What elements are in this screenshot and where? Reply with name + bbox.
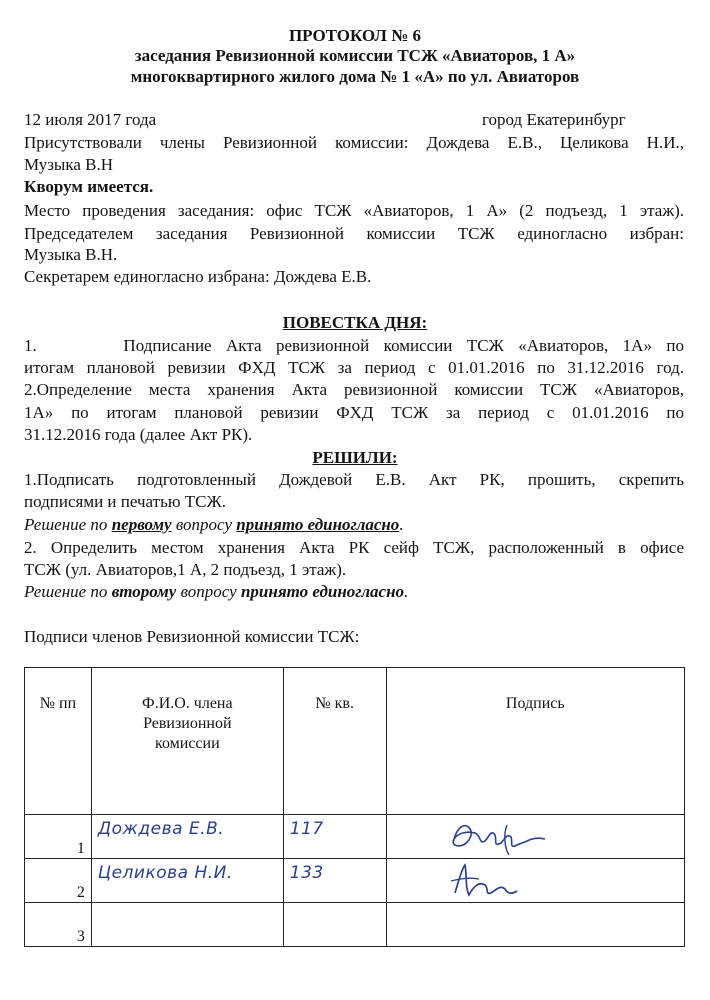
apartment-cell (283, 903, 386, 947)
present-line-2: Музыка В.Н (24, 155, 113, 174)
table-row (25, 859, 685, 903)
row-number: 1 (25, 815, 92, 859)
meeting-city: город Екатеринбург (482, 110, 626, 129)
col-header-apartment: № кв. (283, 668, 386, 815)
handwritten-signature (445, 859, 555, 902)
resolution-1-cont: подписями и печатью ТСЖ. (24, 492, 226, 511)
secretary-line: Секретарем единогласно избрана: Дождева Е.В. (24, 267, 372, 286)
col-header-name: Ф.И.О. члена Ревизионной комиссии (91, 668, 283, 815)
document-subtitle: заседания Ревизионной комиссии ТСЖ «Авиаторов, 1 А» (134, 46, 576, 65)
col-header-signature: Подпись (386, 668, 684, 815)
chair-line: Председателем заседания Ревизионной комиссии ТСЖ единогласно избран: (24, 224, 684, 243)
date-line (24, 110, 684, 130)
signatures-caption: Подписи членов Ревизионной комиссии ТСЖ: (24, 627, 360, 646)
apartment-handwritten: 133 (289, 863, 324, 883)
resolution-2-cont: ТСЖ (ул. Авиаторов,1 А, 2 подъезд, 1 этаж). (24, 560, 347, 579)
document-subtitle-2: многоквартирного жилого дома № 1 «А» по ул. Авиаторов (130, 67, 580, 86)
quorum-line: Кворум имеется. (24, 177, 154, 196)
decision-1: Решение по первому вопросу принято единогласно. (24, 515, 404, 534)
agenda-item-2-cont-2: 31.12.2016 года (далее Акт РК). (24, 425, 253, 444)
table-header-row (25, 668, 685, 815)
apartment-handwritten: 117 (289, 819, 324, 839)
decision-2: Решение по второму вопросу принято единогласно. (24, 582, 409, 601)
row-number: 2 (25, 859, 92, 903)
place-line: Место проведения заседания: офис ТСЖ «Авиаторов, 1 А» (2 подъезд, 1 этаж). (24, 201, 684, 220)
resolved-heading: РЕШИЛИ: (312, 448, 398, 467)
agenda-heading: ПОВЕСТКА ДНЯ: (282, 313, 428, 332)
row-number: 3 (25, 903, 92, 947)
member-name-handwritten: Дождева Е.В. (97, 819, 225, 839)
chair-line-2: Музыка В.Н. (24, 245, 118, 264)
agenda-item-1-cont: итогам плановой ревизии ФХД ТСЖ за период с 01.01.2016 по 31.12.2016 год. (24, 358, 684, 377)
meeting-date: 12 июля 2017 года (24, 110, 157, 129)
agenda-item-2: 2.Определение места хранения Акта ревизионной комиссии ТСЖ «Авиаторов, (24, 380, 684, 399)
member-name-cell (91, 903, 283, 947)
table-row (25, 815, 685, 859)
signatures-table (24, 667, 685, 947)
col-header-number: № пп (25, 668, 92, 815)
member-name-handwritten: Целикова Н.И. (97, 863, 233, 883)
resolution-1: 1.Подписать подготовленный Дождевой Е.В. Акт РК, прошить, скрепить (24, 470, 684, 489)
document-title: ПРОТОКОЛ № 6 (288, 26, 422, 45)
table-row (25, 903, 685, 947)
resolution-2: 2. Определить местом хранения Акта РК сейф ТСЖ, расположенный в офисе (24, 538, 684, 557)
present-line: Присутствовали члены Ревизионной комиссии: Дождева Е.В., Целикова Н.И., (24, 133, 684, 152)
handwritten-signature (445, 815, 555, 858)
agenda-item-2-cont: 1А» по итогам плановой ревизии ФХД ТСЖ за период с 01.01.2016 по (24, 403, 684, 422)
signature-cell (386, 903, 684, 947)
agenda-item-1: 1. Подписание Акта ревизионной комиссии ТСЖ «Авиаторов, 1А» по (24, 336, 684, 355)
